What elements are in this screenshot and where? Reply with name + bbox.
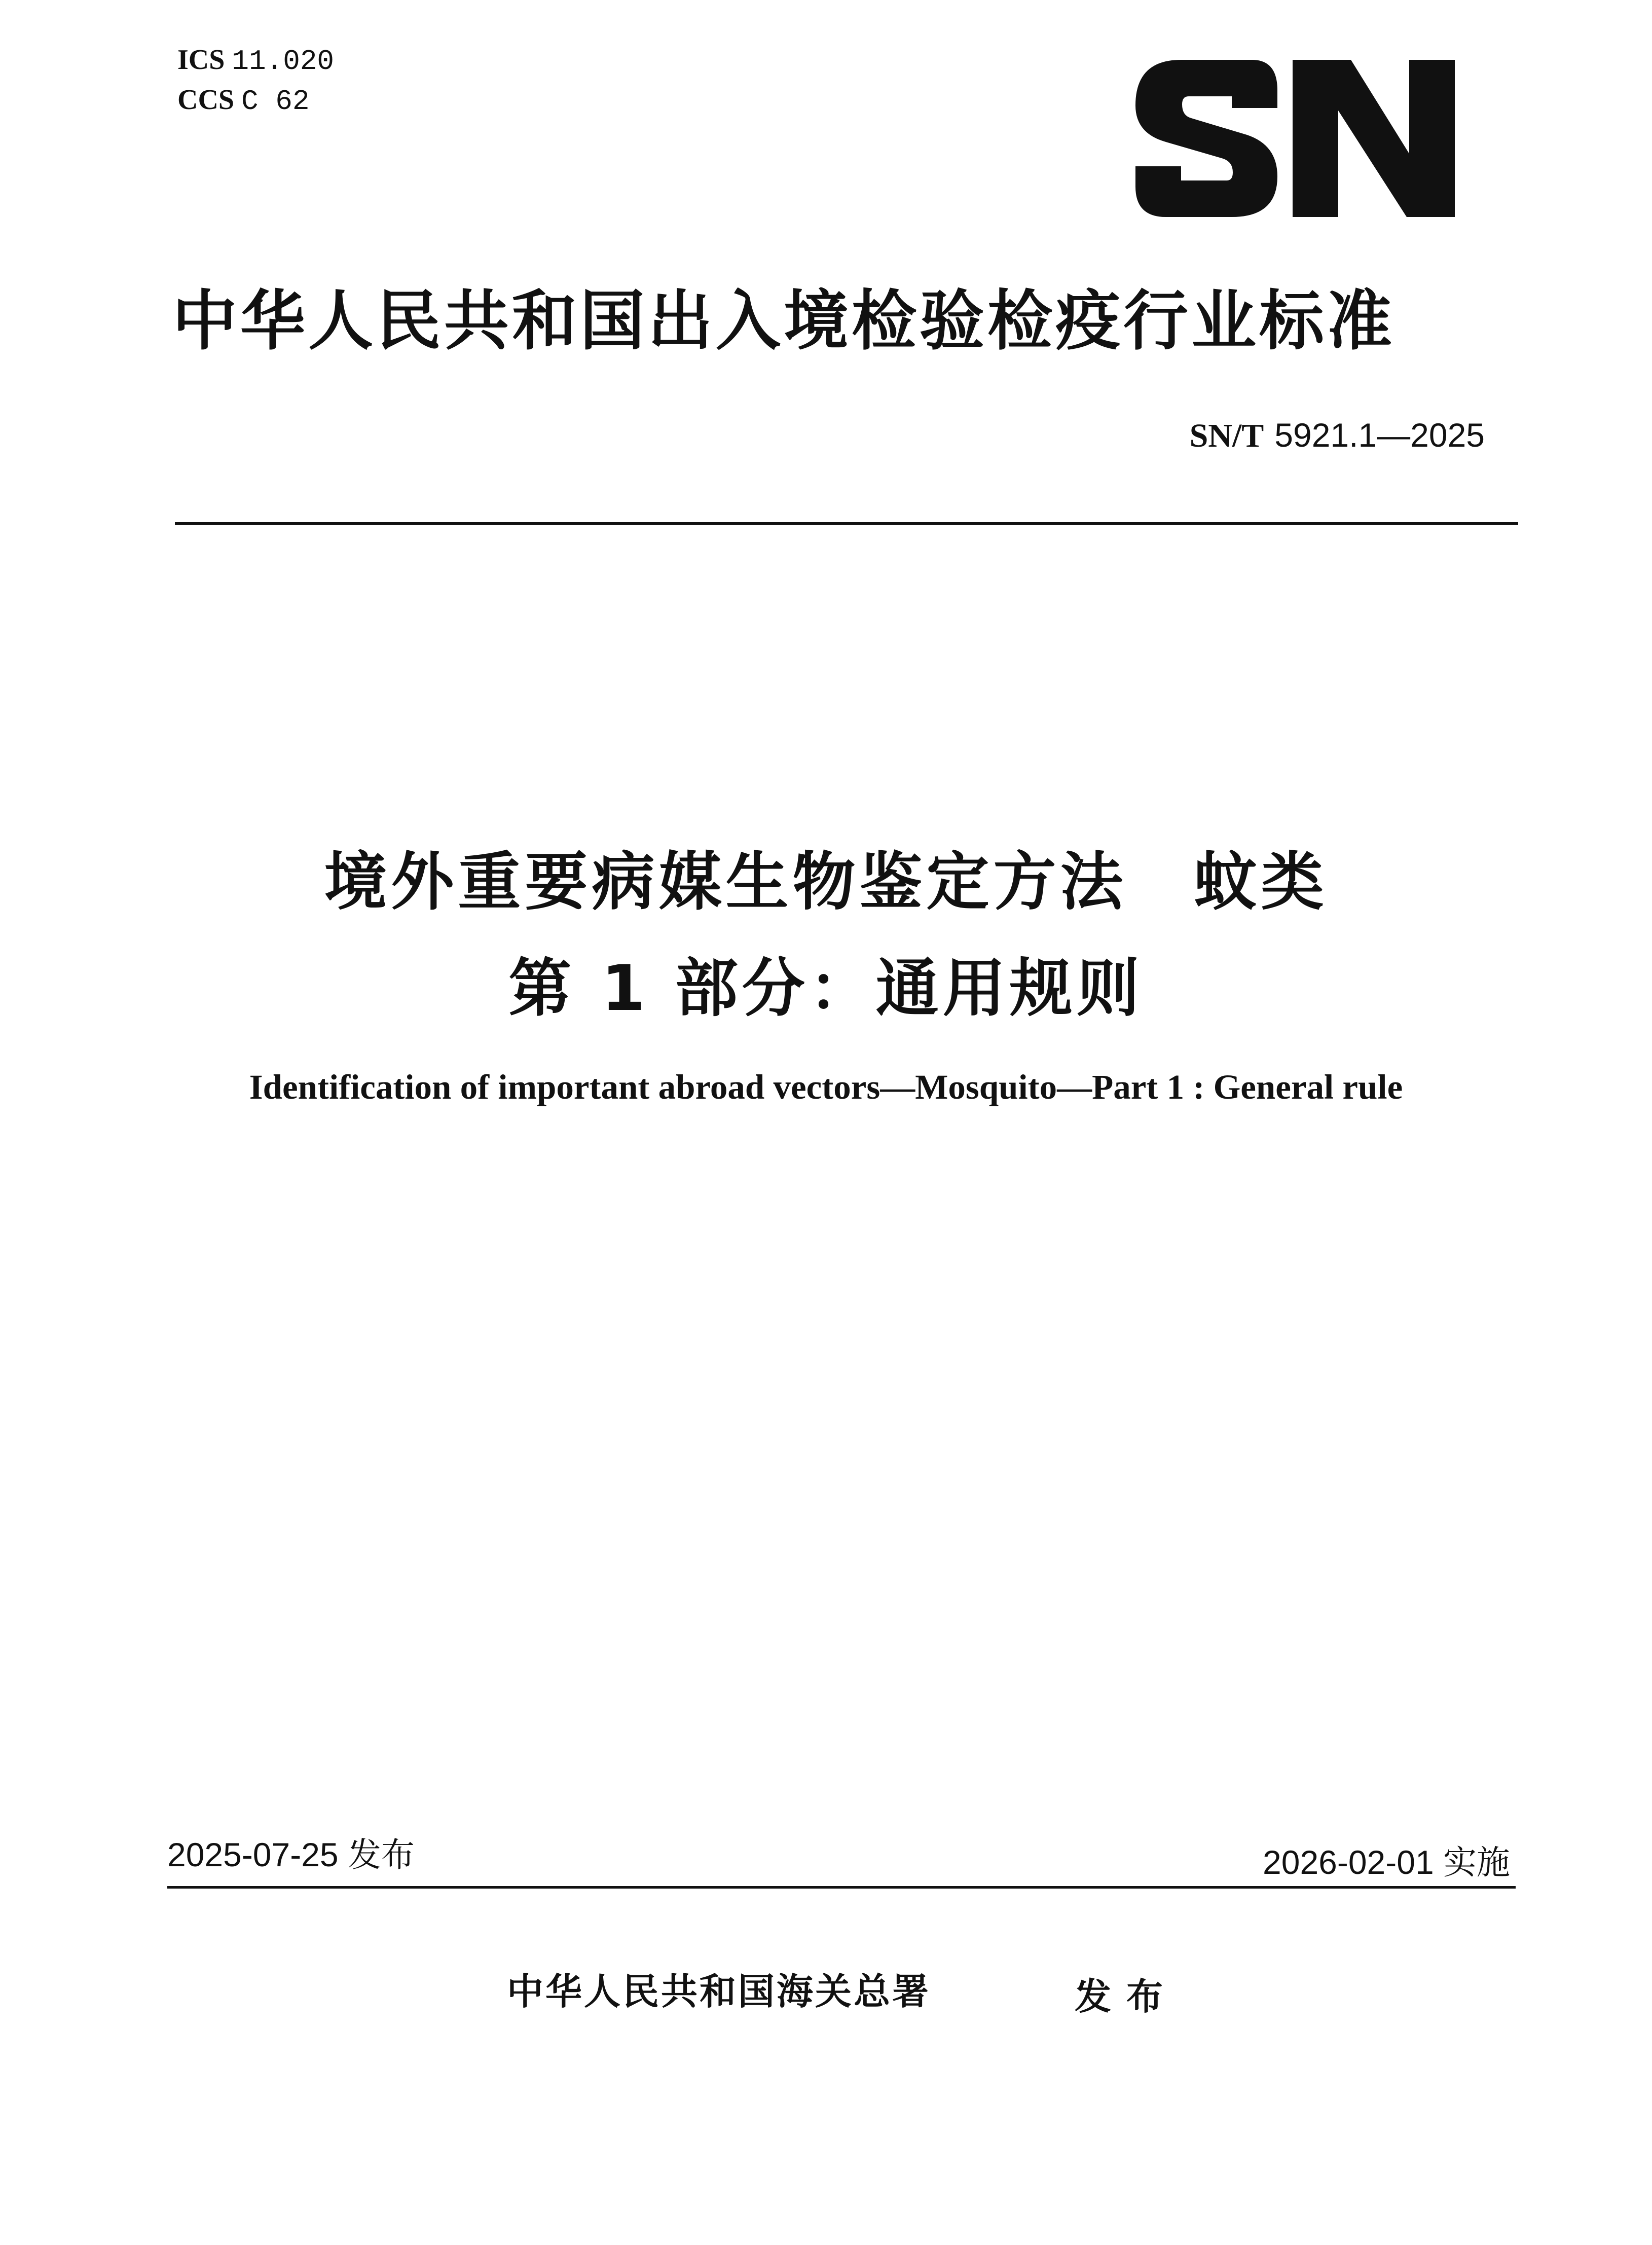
title-english: Identification of important abroad vectors—Mosquito—Part 1 : General rule <box>249 1068 1403 1106</box>
publish-label: 发布 <box>1075 1975 1179 2018</box>
ccs-label: CCS <box>177 84 235 116</box>
issue-date: 2025-07-25 发布 <box>167 1836 415 1873</box>
classification-block <box>177 41 334 121</box>
title-chinese-line2: 第 1 部分：通用规则 <box>508 952 1144 1025</box>
ics-code: 11.020 <box>232 45 335 78</box>
effective-date: 2026-02-01 实施 <box>1263 1843 1510 1881</box>
footer-divider <box>167 1886 1516 1889</box>
publisher-name: 中华人民共和国海关总署 <box>507 1970 931 2013</box>
ics-label: ICS <box>177 44 225 76</box>
sn-logo <box>1125 60 1455 217</box>
ics-line <box>177 41 334 81</box>
title-chinese-line1: 境外重要病媒生物鉴定方法 蚊类 <box>324 846 1328 919</box>
standard-prefix: SN/T <box>1189 417 1264 454</box>
ccs-code: C 62 <box>241 85 310 118</box>
standard-number <box>1190 416 1485 455</box>
issuing-authority-title: 中华人民共和国出入境检验检疫行业标准 <box>172 283 1396 359</box>
ccs-line <box>177 81 334 121</box>
header-divider <box>175 522 1518 525</box>
standard-code: 5921.1—2025 <box>1274 416 1485 454</box>
